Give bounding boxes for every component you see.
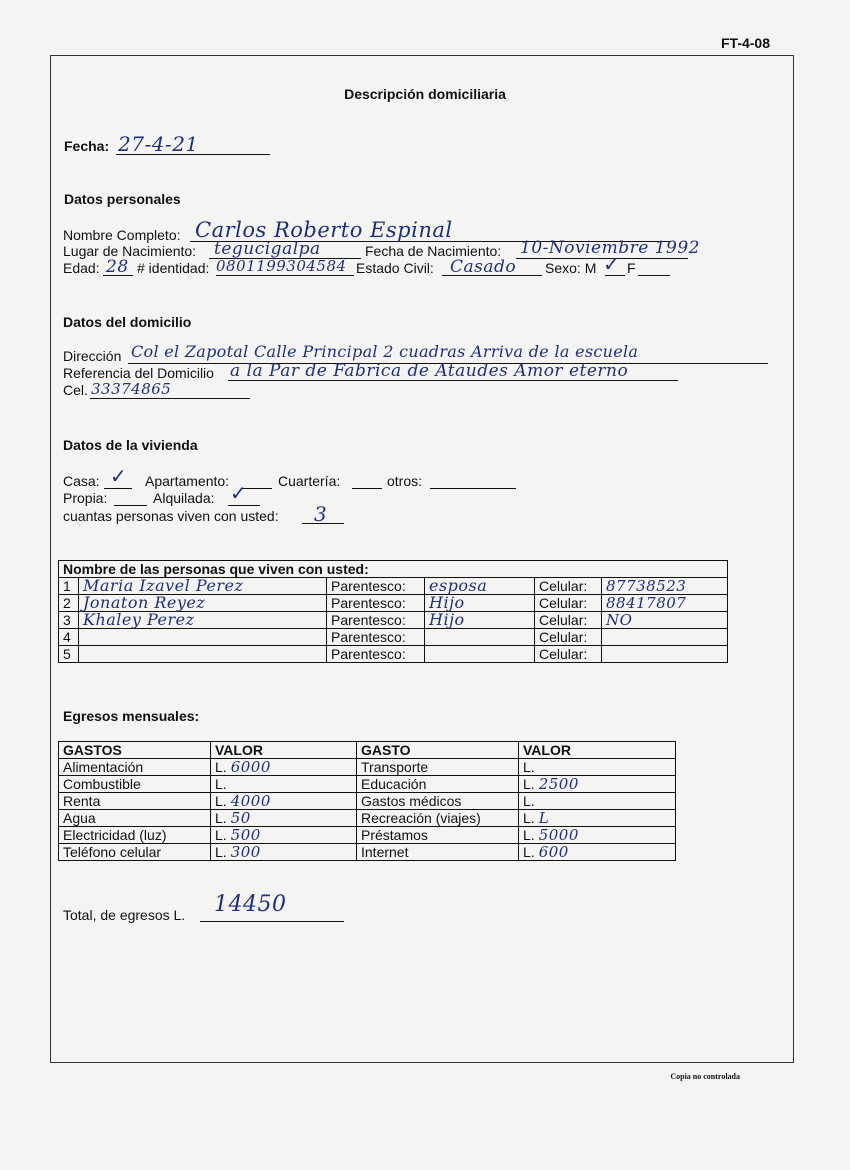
table-row [59, 793, 676, 810]
parentesco-label: Parentesco: [327, 595, 425, 612]
casa-checkmark[interactable]: ✓ [110, 464, 127, 488]
currency-label: L. [215, 844, 227, 860]
currency-label: L. [523, 844, 535, 860]
fecha-nacimiento-label: Fecha de Nacimiento: [365, 243, 502, 259]
valor-column-header-2: VALOR [519, 742, 676, 759]
gasto-name: Educación [357, 776, 519, 793]
cuarteria-label: Cuartería: [278, 473, 341, 489]
otros-label: otros: [387, 473, 423, 489]
celular-label: Celular: [535, 578, 602, 595]
table-row [59, 776, 676, 793]
persona-nombre[interactable]: Khaley Perez [79, 612, 327, 629]
gasto-name: Agua [59, 810, 211, 827]
persona-celular[interactable] [602, 646, 728, 663]
persona-celular[interactable]: NO [602, 612, 728, 629]
personas-table [58, 560, 728, 663]
row-number: 1 [59, 578, 79, 595]
table-row [59, 759, 676, 776]
total-egresos-value[interactable]: 14450 [214, 892, 287, 917]
parentesco-label: Parentesco: [327, 612, 425, 629]
persona-parentesco[interactable] [425, 629, 535, 646]
gasto-name: Renta [59, 793, 211, 810]
sexo-f-label: F [627, 260, 636, 276]
casa-line [104, 488, 132, 489]
valor-cell [519, 844, 676, 861]
row-number: 3 [59, 612, 79, 629]
cel-line [90, 398, 250, 399]
table-row [59, 646, 728, 663]
persona-nombre[interactable]: Maria Izavel Perez [79, 578, 327, 595]
gasto-name: Transporte [357, 759, 519, 776]
propia-line [114, 505, 147, 506]
currency-label: L. [523, 776, 535, 792]
direccion-value[interactable]: Col el Zapotal Calle Principal 2 cuadras Arriva de la escuela [131, 342, 639, 361]
egresos-heading: Egresos mensuales: [63, 708, 200, 724]
apartamento-label: Apartamento: [145, 473, 230, 489]
celular-label: Celular: [535, 612, 602, 629]
persona-celular[interactable] [602, 629, 728, 646]
gastos-column-header: GASTOS [59, 742, 211, 759]
valor-cell [519, 793, 676, 810]
total-egresos-line [200, 921, 344, 922]
cel-value[interactable]: 33374865 [91, 380, 172, 398]
currency-label: L. [215, 759, 227, 775]
copy-note: Copia no controlada [670, 1072, 740, 1081]
valor-value[interactable]: 50 [230, 809, 251, 827]
datos-vivienda-heading: Datos de la vivienda [63, 437, 198, 453]
page-title: Descripción domiciliaria [344, 86, 506, 102]
gasto-name: Préstamos [357, 827, 519, 844]
table-row [59, 612, 728, 629]
persona-parentesco[interactable]: esposa [425, 578, 535, 595]
alquilada-line [228, 505, 260, 506]
table-row [59, 595, 728, 612]
gasto-name: Combustible [59, 776, 211, 793]
row-number: 5 [59, 646, 79, 663]
table-row [59, 578, 728, 595]
lugar-value[interactable]: tegucigalpa [214, 239, 321, 259]
currency-label: L. [523, 793, 535, 809]
persona-parentesco[interactable] [425, 646, 535, 663]
valor-column-header: VALOR [211, 742, 357, 759]
datos-domicilio-heading: Datos del domicilio [63, 314, 192, 330]
valor-value[interactable]: 600 [538, 843, 569, 861]
total-egresos-label: Total, de egresos L. [63, 907, 186, 923]
edad-label: Edad: [63, 260, 100, 276]
sexo-m-checkmark[interactable]: ✓ [603, 252, 620, 276]
valor-cell [519, 776, 676, 793]
valor-cell [211, 844, 357, 861]
fecha-label: Fecha: [64, 138, 110, 154]
valor-value[interactable]: 300 [230, 843, 261, 861]
sexo-f-line [638, 275, 670, 276]
valor-value[interactable]: 4000 [230, 792, 271, 810]
cel-label: Cel. [63, 382, 88, 398]
estado-civil-label: Estado Civil: [356, 260, 434, 276]
table-row [59, 827, 676, 844]
identidad-line [216, 275, 354, 276]
egresos-table [58, 741, 676, 861]
gasto-column-header: GASTO [357, 742, 519, 759]
currency-label: L. [215, 776, 227, 792]
row-number: 4 [59, 629, 79, 646]
valor-cell [211, 759, 357, 776]
fecha-nacimiento-line [516, 258, 688, 259]
persona-nombre[interactable]: Jonaton Reyez [79, 595, 327, 612]
lugar-label: Lugar de Nacimiento: [63, 243, 197, 259]
valor-cell [211, 827, 357, 844]
casa-label: Casa: [63, 473, 100, 489]
valor-cell [519, 759, 676, 776]
personas-label: cuantas personas viven con usted: [63, 508, 279, 524]
identidad-label: # identidad: [137, 260, 210, 276]
sexo-label: Sexo: M [545, 260, 597, 276]
celular-label: Celular: [535, 595, 602, 612]
valor-cell [211, 776, 357, 793]
direccion-label: Dirección [63, 348, 122, 364]
persona-parentesco[interactable]: Hijo [425, 595, 535, 612]
alquilada-checkmark[interactable]: ✓ [230, 481, 247, 505]
currency-label: L. [523, 810, 535, 826]
gasto-name: Internet [357, 844, 519, 861]
valor-value[interactable]: 5000 [538, 826, 579, 844]
currency-label: L. [215, 827, 227, 843]
parentesco-label: Parentesco: [327, 578, 425, 595]
persona-parentesco[interactable]: Hijo [425, 612, 535, 629]
valor-value[interactable]: 500 [230, 826, 261, 844]
celular-label: Celular: [535, 629, 602, 646]
table-row [59, 629, 728, 646]
currency-label: L. [523, 827, 535, 843]
propia-label: Propia: [63, 490, 108, 506]
gasto-name: Alimentación [59, 759, 211, 776]
persona-nombre[interactable] [79, 646, 327, 663]
referencia-label: Referencia del Domicilio [63, 365, 214, 381]
table-row [59, 844, 676, 861]
valor-cell [211, 810, 357, 827]
fecha-nacimiento-value[interactable]: 10-Noviembre 1992 [520, 238, 700, 258]
valor-cell [519, 827, 676, 844]
row-number: 2 [59, 595, 79, 612]
alquilada-label: Alquilada: [153, 490, 215, 506]
personas-value[interactable]: 3 [314, 502, 328, 526]
table-row [59, 810, 676, 827]
gasto-name: Electricidad (luz) [59, 827, 211, 844]
valor-cell [519, 810, 676, 827]
nombre-value[interactable]: Carlos Roberto Espinal [195, 218, 453, 242]
currency-label: L. [215, 793, 227, 809]
persona-celular[interactable]: 87738523 [602, 578, 728, 595]
gasto-name: Gastos médicos [357, 793, 519, 810]
currency-label: L. [215, 810, 227, 826]
edad-value[interactable]: 28 [106, 257, 129, 277]
parentesco-label: Parentesco: [327, 646, 425, 663]
nombre-label: Nombre Completo: [63, 227, 181, 243]
gasto-name: Recreación (viajes) [357, 810, 519, 827]
parentesco-label: Parentesco: [327, 629, 425, 646]
gasto-name: Teléfono celular [59, 844, 211, 861]
estado-civil-value[interactable]: Casado [450, 257, 517, 277]
cuarteria-line [352, 488, 382, 489]
valor-cell [211, 793, 357, 810]
referencia-value[interactable]: a la Par de Fabrica de Ataudes Amor eterno [230, 361, 629, 381]
valor-value[interactable]: L [538, 809, 550, 827]
form-code: FT-4-08 [720, 35, 770, 51]
datos-personales-heading: Datos personales [64, 191, 181, 207]
currency-label: L. [523, 759, 535, 775]
fecha-value[interactable]: 27-4-21 [118, 132, 199, 156]
persona-celular[interactable]: 88417807 [602, 595, 728, 612]
valor-value[interactable]: 2500 [538, 775, 579, 793]
valor-value[interactable]: 6000 [230, 758, 271, 776]
identidad-value[interactable]: 0801199304584 [216, 257, 347, 275]
otros-line [430, 488, 516, 489]
personas-table-header: Nombre de las personas que viven con usted: [59, 561, 728, 578]
persona-nombre[interactable] [79, 629, 327, 646]
celular-label: Celular: [535, 646, 602, 663]
